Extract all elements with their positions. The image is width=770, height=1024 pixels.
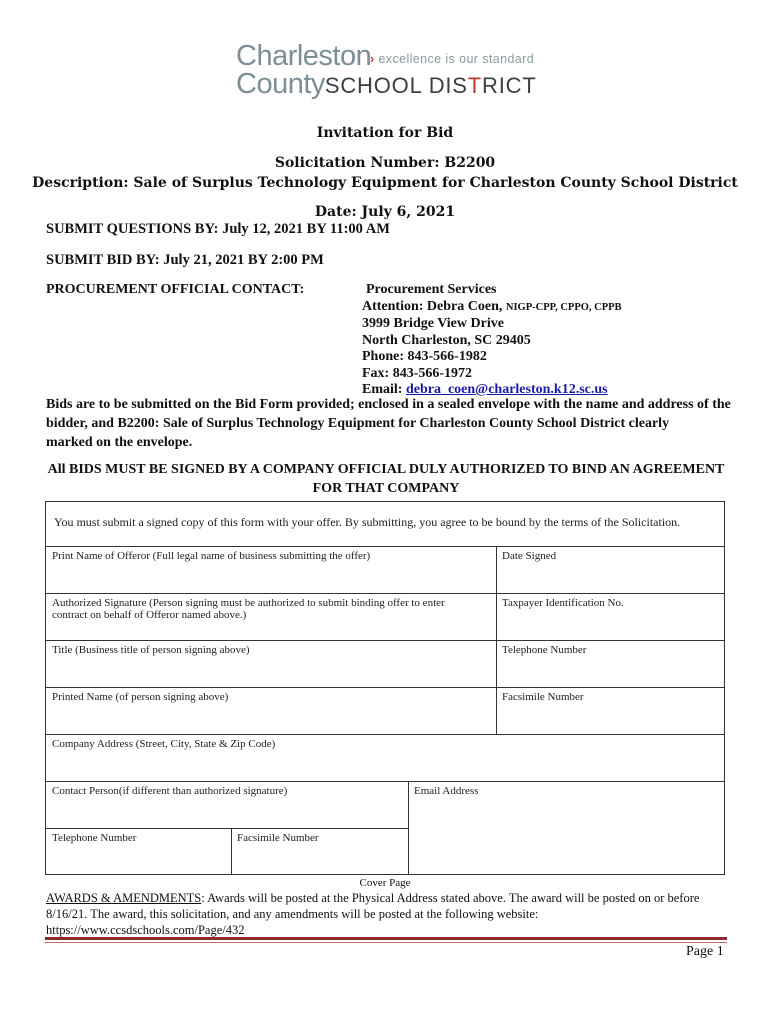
contact-block	[362, 282, 622, 399]
contact-fax: Fax: 843-566-1972	[362, 365, 473, 381]
bid-instructions	[46, 395, 736, 452]
contact-email-link[interactable]: debra_coen@charleston.k12.sc.us	[405, 382, 608, 397]
email-address-field[interactable]	[408, 781, 724, 874]
submit-bid-by: SUBMIT BID BY: July 21, 2021 BY 2:00 PM	[46, 252, 324, 268]
contact-attention	[362, 299, 622, 317]
date-signed-field[interactable]	[496, 546, 724, 593]
submit-questions-by: SUBMIT QUESTIONS BY: July 12, 2021 BY 11:00 AM	[46, 221, 390, 237]
logo-sd-pre: SCHOOL DIS	[324, 73, 468, 98]
offeror-form	[45, 501, 725, 875]
logo-school-district	[325, 73, 537, 98]
instructions-line2: bidder, and B2200: Sale of Surplus Technology Equipment for Charleston County School District clearly	[46, 416, 670, 431]
solicitation-number: Solicitation Number: B2200	[274, 155, 496, 171]
logo-sd-post: RICT	[482, 73, 537, 98]
divider	[231, 828, 232, 874]
taxpayer-id-field[interactable]	[496, 593, 724, 640]
date-signed-label: Date Signed	[502, 550, 557, 562]
awards-amendments	[46, 890, 736, 938]
printed-name-field[interactable]	[46, 687, 496, 734]
contact-person-label: Contact Person(if different than authorized signature)	[52, 785, 288, 797]
description: Description: Sale of Surplus Technology Equipment for Charleston County School District	[32, 175, 738, 191]
chevron-right-icon: ›	[370, 52, 375, 66]
title-label: Title (Business title of person signing above)	[52, 644, 250, 656]
form-intro: You must submit a signed copy of this form with your offer. By submitting, you agree to be bound by the terms of the Solicitation.	[54, 515, 681, 529]
taxpayer-id-label: Taxpayer Identification No.	[502, 597, 624, 609]
contact-person-field[interactable]	[46, 781, 408, 828]
footer-rule	[45, 937, 727, 940]
footer-rule-thin	[45, 942, 727, 943]
logo-tagline-text: excellence is our standard	[378, 52, 535, 66]
instructions-line3: marked on the envelope.	[46, 435, 193, 450]
contact-label: PROCUREMENT OFFICIAL CONTACT:	[46, 282, 305, 297]
facsimile-field[interactable]	[496, 687, 724, 734]
authorized-signature-field[interactable]	[46, 593, 496, 640]
signature-requirement	[45, 460, 727, 498]
contact-facsimile-field[interactable]	[231, 828, 408, 874]
logo-tagline	[370, 52, 534, 66]
awards-label: AWARDS & AMENDMENTS	[46, 891, 202, 905]
company-address-label: Company Address (Street, City, State & Zip Code)	[52, 738, 276, 750]
divider	[496, 546, 497, 734]
awards-line1	[46, 890, 736, 906]
authorized-signature-label-2: contract on behalf of Offeror named above.)	[52, 609, 247, 621]
telephone-label: Telephone Number	[502, 644, 587, 656]
email-address-label: Email Address	[414, 785, 479, 797]
contact-facsimile-label: Facsimile Number	[237, 832, 319, 844]
page-title: Invitation for Bid	[316, 125, 454, 141]
cover-page-caption: Cover Page	[359, 877, 411, 889]
printed-name-label: Printed Name (of person signing above)	[52, 691, 229, 703]
title-field[interactable]	[46, 640, 496, 687]
signature-requirement-line1: All BIDS MUST BE SIGNED BY A COMPANY OFFICIAL DULY AUTHORIZED TO BIND AN AGREEMENT	[47, 462, 725, 477]
contact-attention-text: Attention: Debra Coen,	[362, 298, 503, 314]
divider	[408, 781, 409, 874]
contact-phone: Phone: 843-566-1982	[362, 349, 487, 364]
authorized-signature-label-1: Authorized Signature (Person signing must be authorized to submit binding offer to enter	[52, 597, 445, 609]
telephone-field[interactable]	[496, 640, 724, 687]
logo-county-text: County	[236, 68, 325, 100]
contact-email-label: Email:	[362, 382, 403, 397]
contact-credentials: NIGP-CPP, CPPO, CPPB	[505, 301, 622, 313]
logo-sd-t: T	[467, 73, 483, 98]
date: Date: July 6, 2021	[314, 204, 456, 220]
contact-telephone-label: Telephone Number	[52, 832, 137, 844]
logo-charleston: Charleston	[236, 40, 372, 72]
signature-requirement-line2: FOR THAT COMPANY	[312, 481, 460, 496]
contact-dept: Procurement Services	[366, 282, 497, 297]
contact-street: 3999 Bridge View Drive	[362, 316, 504, 331]
facsimile-label: Facsimile Number	[502, 691, 584, 703]
awards-url[interactable]: https://www.ccsdschools.com/Page/432	[46, 923, 245, 937]
contact-telephone-field[interactable]	[46, 828, 231, 874]
company-address-field[interactable]	[46, 734, 724, 781]
awards-text: : Awards will be posted at the Physical Address stated above. The award will be posted on or before	[201, 891, 700, 905]
awards-line2: 8/16/21. The award, this solicitation, and any amendments will be posted at the following website:	[46, 907, 539, 921]
page-number: Page 1	[686, 944, 724, 959]
offeror-name-label: Print Name of Offeror (Full legal name of business submitting the offer)	[52, 550, 371, 562]
offeror-name-field[interactable]	[46, 546, 496, 593]
instructions-line1: Bids are to be submitted on the Bid Form provided; enclosed in a sealed envelope with the name and address of the	[46, 397, 731, 412]
contact-city: North Charleston, SC 29405	[362, 332, 531, 348]
logo-county	[236, 68, 537, 101]
